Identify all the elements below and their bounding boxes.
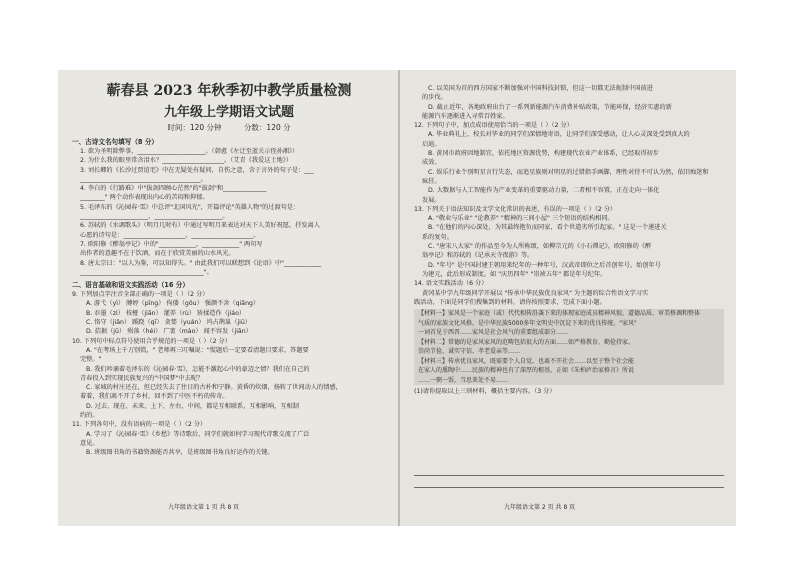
question-line: 9. 下列加点字注音全部正确的一项是（ ）（2 分）: [72, 291, 209, 299]
question-line: 5. 毛泽东的《沁园春·雪》中总评"北国风光"，开篇评论"英雄人物"的过渡句是：: [80, 203, 300, 211]
question-line: 12. 下列句子中，加点成语使用恰当的一项是（ ）（2 分）: [414, 122, 573, 130]
option-line: D. 拮据（jū） 殒落（héi） 广袤（mào） 闻不容发（jiān）: [86, 328, 252, 336]
exam-spread: [58, 70, 736, 526]
exam-subtitle: 九年级上学期语文试题: [163, 105, 294, 120]
section-heading: 一、古诗文名句填写（8 分）: [72, 138, 159, 146]
option-line: B. 黄冈市政府因地制宜，依托地区资源优势，构建现代农业产业体系，已经取得初步: [428, 150, 659, 158]
exam-meta: [72, 122, 386, 134]
material-line: 在家人的熏陶中……民族的精神也有了深厚的根基，正如《朱柏庐治家格言》所说: [414, 366, 724, 376]
page-footer: 九年级语文第 1 页 共 8 页: [168, 504, 240, 511]
question-line: 出作者的意趣不在于饮酒，而在于欣赏美丽的山水风光。: [80, 250, 235, 258]
question-line: 践活动，下面是同学们搜集到的材料，请你按照要求，完成下面小题。: [414, 298, 606, 306]
question-line: ______________________，______________________。: [80, 213, 229, 221]
option-line: 系的复句。: [422, 233, 453, 241]
option-line: B. 忝墨（zì） 枝桠（jiān） 灌养（rù） 矫揉造作（jiáo）: [86, 309, 246, 317]
option-line: C. "唐宋八大家" 的作品至今为人所称颂，如柳宗元的《小石潭记》，欧阳修的《醉: [428, 243, 652, 251]
question-line: 心愿的诗句是：____________________，____________________。: [80, 231, 260, 239]
option-line: 青春投入到实现民族复兴的"中国梦"中去呢？: [80, 374, 204, 382]
exam-title: 蕲春县 2023 年秋季初中教学质量检测: [106, 83, 352, 99]
option-line: 启迪。: [422, 140, 441, 148]
option-line: C. 家城的村庄还在，但已经失去了往日的古朴和宁静。黄昏的炊烟，扬转了世间动人的情感，: [86, 384, 342, 392]
option-line: B. 班级图书角的书籍资源能否共享，是班级图书角良好运作的关键。: [86, 449, 274, 457]
question-line: 6. 苏轼的《水调歌头》（明月几时有）中通过写明月来表达对天下人美好祝愿，抒发离人: [80, 222, 320, 230]
material-line: 【材料一】家风是一个家庭（或）代代相传沿袭下来的体现家庭成员精神风貌、道德品质、审美格调和整体: [414, 309, 724, 319]
material-line: 崇尚节俭、诚实守信、孝老爱亲等……: [414, 347, 724, 357]
question-line: ________________________________________"。: [80, 268, 213, 276]
question-line: 黄冈某中学九年级同学开展以 "传承中华民族优良家风" 为主题的综合性语文学习实: [422, 289, 649, 297]
option-line: D. 过去、现在、未来，上下、左右，中间，都是互相联系，互相影响，互相制: [86, 402, 299, 410]
question-line: 7. 欧阳修《醉翁亭记》中的"____________，____________" 两句写: [80, 240, 263, 248]
material-line: ……一粥一饭，当思来处不易……: [414, 376, 724, 386]
exam-page-right: [400, 70, 736, 526]
option-line: A. "敬业与乐业" "论教养" "精神的三间小屋" 三个短语的结构相同。: [428, 215, 614, 223]
material-line: 一词首见于西晋……家风是社会风气的重要组成部分……: [414, 328, 724, 338]
option-line: 着着，我们离不开了乡村，回不到了中医不朽的传奇。: [80, 393, 229, 401]
question-line: 3. 刘长卿的《长沙过贾谊宅》中在无疑处有疑问，自伤之意，含于言外的句子是：___: [80, 166, 314, 174]
option-line: B. 我们吟诵着毛泽东的《沁园春·雪》，怎能不激起心中的豪迈之情？我们在自己的: [86, 365, 310, 373]
answer-line: [414, 487, 724, 488]
question-line: _______________________________________。: [80, 175, 207, 183]
question-line: ________" 两个动作表现出内心的苦闷和抑郁。: [80, 194, 209, 202]
section-heading: 二、语言基础和语文实践活动（16 分）: [72, 281, 189, 290]
option-line: C. 娱乐行业个别明星言行失态，而追星族则对明星的过错指手画脚，理性对待不可认为然，依旧痴迷和: [428, 168, 709, 176]
option-line: A. "在考场上千万别慌，" 老师再三叮嘱说："慌题后一定要看清题目要求，答题要: [86, 346, 309, 354]
option-line: B. "在他们的内心深处，为其最终抱负而同家，看个世道劣所引起家。" 这是一个递进关: [428, 224, 667, 232]
option-line: 翁亭记》和苏轼的《记承天寺夜游》等。: [422, 252, 534, 260]
page-footer: 九年级语文第 2 页 共 8 页: [504, 504, 576, 511]
question-line: 13. 下列关于语法知识及文学文化常识的表述，有误的一项是（ ）（2 分）: [414, 205, 617, 213]
question-line: 4. 李白的《行路难》中"拔剑四顾心茫然"的"拔剑"和______________: [80, 185, 267, 193]
option-line: 完整。": [80, 356, 102, 364]
exam-time: 时间：120 分钟: [167, 123, 222, 132]
material-line: 气质的家族文化风格，是中华民族5000多年文明史中沉淀下来的优良传统。"家风": [414, 319, 724, 329]
option-line: 成效。: [422, 159, 441, 167]
option-line: 能源汽车逐渐进入寻常百姓家。: [422, 112, 509, 120]
question-line: (1)请你提取以上三则材料，概括主要内容。（3 分）: [414, 388, 556, 396]
option-line: 约的。: [80, 412, 99, 420]
option-line: A. 游弋（yì） 膊婷（pīng） 佝偻（gōu） 强颜不舍（qiǎng）: [86, 300, 260, 308]
exam-score: 分数：120 分: [243, 123, 291, 132]
option-line: D. "年号" 是中国封建王朝用来纪年的一种年号，汉武帝即位之后首创年号，始创年号: [428, 261, 661, 269]
option-line: A. 毕业典礼上，校长对毕业的同学们深情地寄语，让同学们深受感动，让人心灵深处受到真大的: [428, 131, 690, 139]
question-line: 2. 为什么我的眼里常含泪水？____________________。（艾青《我爱这土地》）: [80, 157, 293, 165]
question-line: 1. 欲为圣明除弊事，______________________。（韩愈《左迁至蓝关示侄孙湘》）: [80, 148, 299, 155]
option-line: C. 恪守（jiǎn） 蹊跷（qī） 贪婪（yuán） 坞占鹊巢（jiū）: [86, 319, 251, 327]
option-line: 发展。: [422, 196, 441, 204]
question-line: 8. 唐太宗曰："以人为鉴，可以知得失。" 由此我们可以联想到《论语》中"____________: [80, 259, 322, 267]
material-line: 【材料三】传承优良家风，既需要个人自觉，也离不开社会……以至于整个社会能: [414, 357, 724, 367]
question-line: 10. 下列句中标点符号使用合乎规范的一项是（ ）（2 分）: [72, 337, 231, 345]
answer-line: [414, 475, 724, 476]
option-line: C. 以美国为首的西方国家不断加强对中国科技封锁，但这一切都无法扼制中国前进: [428, 85, 653, 92]
option-line: A. 学习了《沁园春·雪》《乡愁》等诗歌后，同学们就如何学习现代诗歌交流了广泛: [86, 430, 310, 438]
option-line: D. 截止近年，各地政府出台了一系列新能源汽车消费补贴政策，节能环保，经济实惠的新: [428, 103, 672, 111]
option-line: D. 大数据与人工智能作为产业变革的重要驱动力量，二者相不容置，正在走向一体化: [428, 187, 660, 195]
material-block: [414, 309, 724, 385]
exam-page-left: [58, 70, 398, 526]
question-line: 11. 下列各句中，没有语病的一项是（ ）（2 分）: [72, 421, 207, 429]
option-line: 的步伐。: [422, 94, 447, 102]
question-line: 14. 语文实践活动（6 分）: [414, 280, 488, 288]
option-line: 意见。: [80, 439, 99, 447]
option-line: 疯狂。: [422, 177, 441, 185]
material-line: 【材料二】常德的是家风家风的范畴包括很大的方面……如严格教育、勤俭持家、: [414, 338, 724, 348]
option-line: 为建元，此后形成制度。如 "庆历四年" "崇祯五年" 都是年号纪年。: [422, 270, 607, 278]
